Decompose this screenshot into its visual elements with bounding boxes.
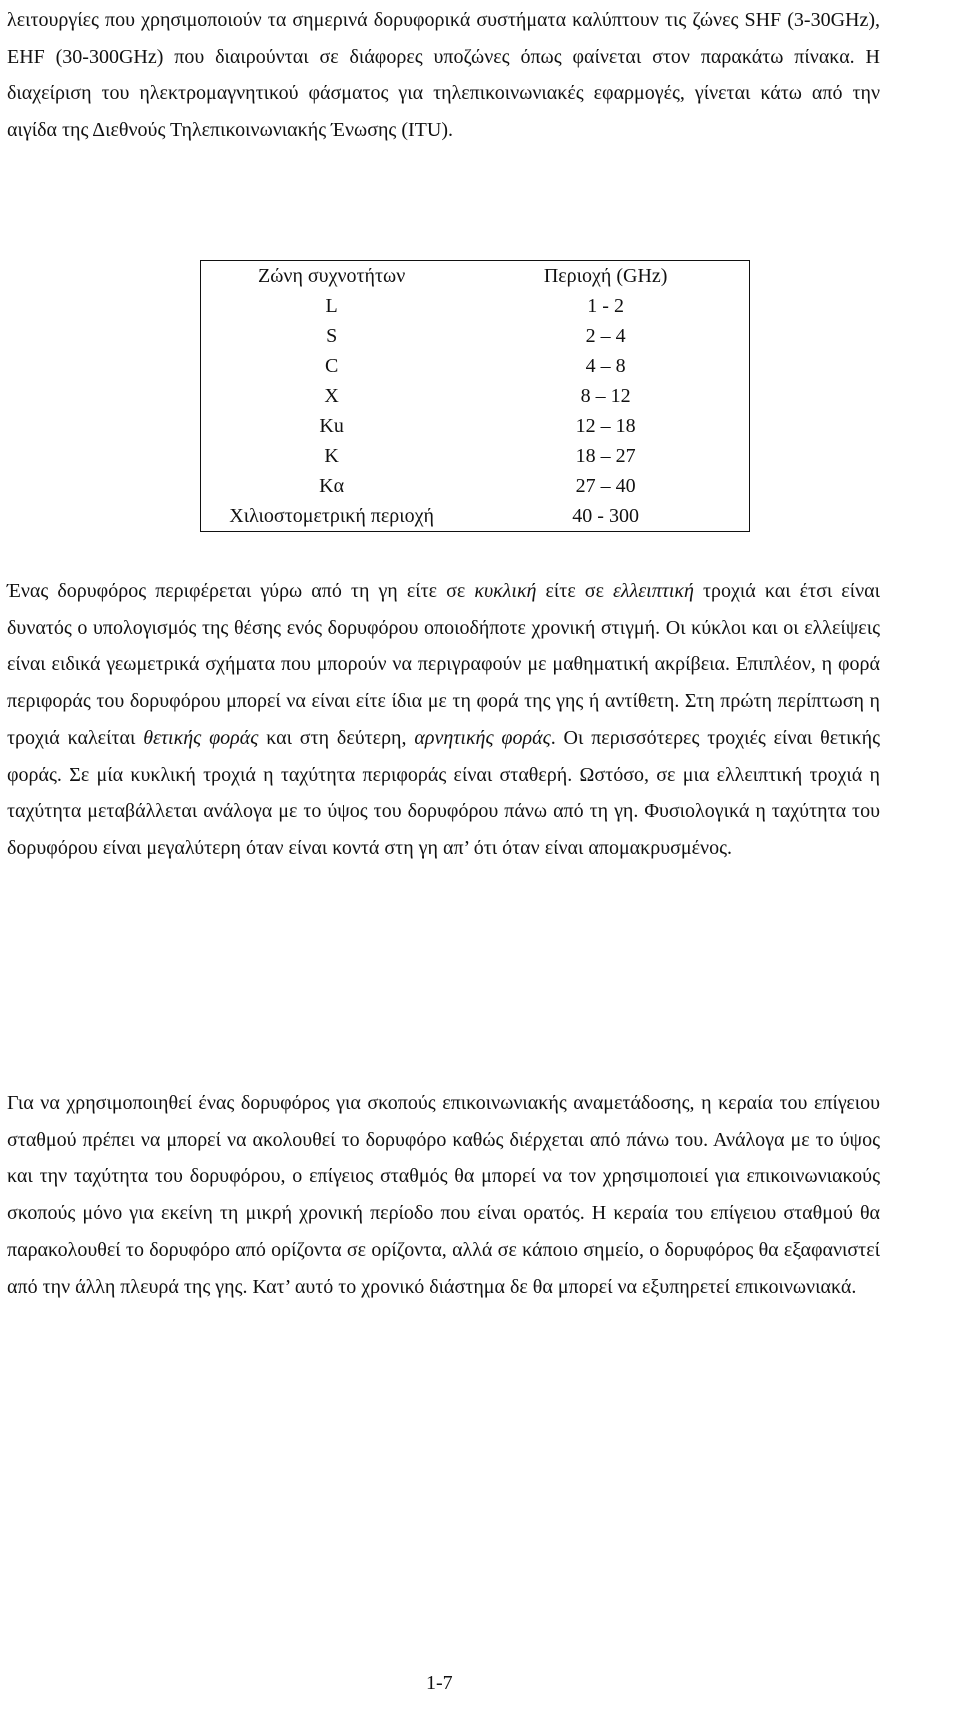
band-cell: S	[201, 321, 463, 351]
band-cell: C	[201, 351, 463, 381]
range-cell: 2 – 4	[462, 321, 749, 351]
table-row	[201, 351, 750, 381]
table-row	[201, 291, 750, 321]
orbits-text: Ένας δορυφόρος περιφέρεται γύρω από τη γη είτε σε	[7, 580, 475, 602]
circular-emphasis: κυκλική	[474, 580, 537, 602]
table-row	[201, 381, 750, 411]
band-cell: X	[201, 381, 463, 411]
elliptical-emphasis: ελλειπτική	[613, 580, 694, 602]
band-cell: Χιλιοστομετρική περιοχή	[201, 501, 463, 532]
band-cell: Kα	[201, 471, 463, 501]
band-cell: L	[201, 291, 463, 321]
table-row	[201, 471, 750, 501]
table-row	[201, 321, 750, 351]
page-number: 1-7	[426, 1672, 453, 1694]
header-band: Ζώνη συχνοτήτων	[201, 261, 463, 292]
range-cell: 27 – 40	[462, 471, 749, 501]
negative-direction-emphasis: αρνητικής φοράς	[414, 726, 551, 749]
range-cell: 1 - 2	[462, 291, 749, 321]
paragraph-orbits	[7, 573, 880, 867]
paragraph-bands-intro: λειτουργίες που χρησιμοποιούν τα σημερινά δορυφορικά συστήματα καλύπτουν τις ζώνες SHF (3-30GHz), EHF (30-300GHz) που διαιρούνται σε διάφορες υποζώνες όπως φαίνεται στον παρακάτω πίνακα. Η διαχείριση του ηλεκτρομαγνητικού φάσματος για τηλεπικοινωνιακές εφαρμογές, γίνεται κάτω από την αιγίδα της Διεθνούς Τηλεπικοινωνιακής Ένωσης (ITU).	[7, 9, 880, 142]
positive-direction-emphasis: θετικής φοράς	[143, 726, 259, 749]
orbits-text: . Οι περισσότερες τροχιές είναι θετικής φοράς. Σε μία κυκλική τροχιά η ταχύτητα περιφοράς είναι σταθερή. Ωστόσο, σε μια ελλειπτική τροχιά η ταχύτητα μεταβάλλεται ανάλογα με το ύψος του δορυφόρου πάνω από τη γη. Φυσιολογικά η ταχύτητα του δορυφόρου είναι μεγαλύτερη όταν είναι κοντά στη γη απ’ ότι όταν είναι απομακρυσμένος.	[7, 726, 881, 859]
frequency-bands-table	[200, 260, 750, 532]
table-row	[201, 441, 750, 471]
range-cell: 40 - 300	[462, 501, 749, 532]
range-cell: 12 – 18	[462, 411, 749, 441]
orbits-text: τροχιά και έτσι είναι δυνατός ο υπολογισμός της θέσης ενός δορυφόρου οποιοδήποτε χρονική στιγμή. Οι κύκλοι και οι ελλείψεις είναι ειδικά γεωμετρικά σχήματα που μπορούν να περιγραφούν με μαθηματική ακρίβεια. Επιπλέον, η φορά περιφοράς του δορυφόρου μπορεί να είναι είτε ίδια με τη φορά της γης ή αντίθετη. Στη πρώτη περίπτωση η τροχιά καλείται	[7, 580, 880, 749]
range-cell: 4 – 8	[462, 351, 749, 381]
band-cell: Ku	[201, 411, 463, 441]
table-row	[201, 501, 750, 532]
table-row	[201, 411, 750, 441]
orbits-text: και στη δεύτερη,	[258, 726, 415, 749]
band-cell: K	[201, 441, 463, 471]
table-header-row	[201, 261, 750, 292]
header-range: Περιοχή (GHz)	[462, 261, 749, 292]
orbits-text: είτε σε	[536, 580, 614, 602]
range-cell: 18 – 27	[462, 441, 749, 471]
paragraph-earth-station: Για να χρησιμοποιηθεί ένας δορυφόρος για σκοπούς επικοινωνιακής αναμετάδοσης, η κεραία του επίγειου σταθμού πρέπει να μπορεί να ακολουθεί το δορυφόρο καθώς διέρχεται από πάνω του. Ανάλογα με το ύψος και την ταχύτητα του δορυφόρου, ο επίγειος σταθμός θα μπορεί να τον χρησιμοποιεί για επικοινωνιακούς σκοπούς μόνο για εκείνη τη μικρή χρονική περίοδο που είναι ορατός. Η κεραία του επίγειου σταθμού θα παρακολουθεί το δορυφόρο από ορίζοντα σε ορίζοντα, αλλά σε κάποιο σημείο, ο δορυφόρος θα εξαφανιστεί από την άλλη πλευρά της γης. Κατ’ αυτό το χρονικό διάστημα δε θα μπορεί να εξυπηρετεί επικοινωνιακά.	[7, 1092, 880, 1298]
range-cell: 8 – 12	[462, 381, 749, 411]
